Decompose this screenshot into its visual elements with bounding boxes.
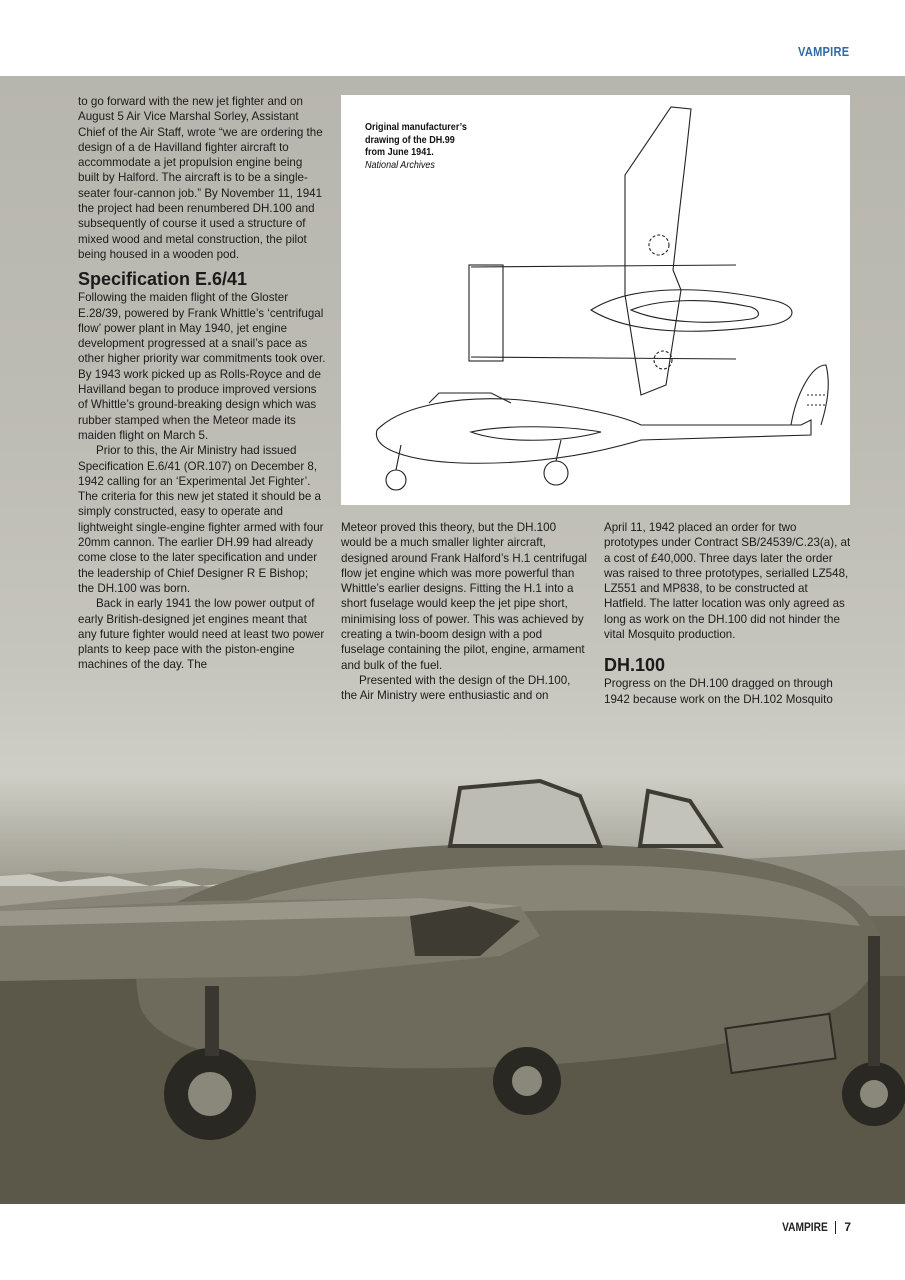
- caption-credit: National Archives: [365, 158, 435, 171]
- figure-caption: [365, 121, 485, 171]
- paragraph: Prior to this, the Air Ministry had issued Specification E.6/41 (OR.107) on December 8, 1942 calling for an ‘Experimental Jet Fighter’. The criteria for this new jet stated it should be a simply constructed, easy to operate and lightweight single-engine fighter armed with four 20mm cannon. The earlier DH.99 had already come close to the later specification and under the leadership of Chief Designer R E Bishop; the DH.100 was born.: [78, 444, 324, 595]
- footer-divider: [835, 1221, 836, 1234]
- text-column-1: [78, 94, 326, 673]
- paragraph: Back in early 1941 the low power output of early British-designed jet engines meant that any future fighter would need at least two power plants to keep pace with the piston-engine machines of the day. The: [78, 597, 325, 672]
- paragraph: to go forward with the new jet fighter and on August 5 Air Vice Marshal Sorley, Assistant Chief of the Air Staff, wrote “we are ordering the design of a de Havilland fighter aircraft to accommodate a jet propulsion engine being built by Halford. The aircraft is to be a single-seater four-cannon job.” By November 11, 1941 the project had been renumbered DH.100 and subsequently of course it used a structure of mixed wood and metal construction, the pilot being housed in a wooden pod.: [78, 95, 323, 261]
- section-heading-specification: Specification E.6/41: [78, 269, 248, 290]
- paragraph: Following the maiden flight of the Gloster E.28/39, powered by Frank Whittle’s ‘centrifugal flow’ power plant in May 1940, jet engine development progressed at a snail’s pace as other higher priority war commitments took over. By 1943 work picked up as Rolls-Royce and de Havilland began to produce improved versions of Whittle’s ground-breaking design which was rubber stamped when the Meteor made its maiden flight on March 5.: [78, 291, 326, 442]
- manufacturer-drawing-panel: [341, 95, 850, 505]
- caption-line: drawing of the DH.99: [365, 133, 455, 146]
- paragraph: Meteor proved this theory, but the DH.100 would be a much smaller lighter aircraft, designed around Frank Halford’s H.1 centrifugal flow jet engine which was more powerful than Whittle’s earlier designs. Fitting the H.1 into a short fuselage would keep the jet pipe short, minimising loss of power. This was achieved by creating a twin-boom design with a pod fuselage containing the pilot, engine, armament and bulk of the fuel.: [341, 521, 587, 672]
- caption-line: Original manufacturer’s: [365, 121, 467, 133]
- paragraph: April 11, 1942 placed an order for two prototypes under Contract SB/24539/C.23(a), at a cost of £40,000. Three days later the order was raised to three prototypes, serialled LZ548, LZ551 and MP838, to be constructed at Hatfield. The latter location was only agreed as long as work on the DH.100 did not hinder the vital Mosquito production.: [604, 521, 851, 642]
- running-header: VAMPIRE: [797, 44, 849, 59]
- text-column-2: [341, 520, 589, 704]
- paragraph: Presented with the design of the DH.100, the Air Ministry were enthusiastic and on: [341, 673, 571, 703]
- section-heading-dh100: DH.100: [604, 655, 666, 676]
- paragraph: Progress on the DH.100 dragged on through 1942 because work on the DH.102 Mosquito: [604, 677, 833, 706]
- text-column-3: [604, 520, 852, 707]
- footer-magazine-name: VAMPIRE: [781, 1220, 828, 1234]
- page-number: 7: [844, 1220, 851, 1234]
- page-footer: [774, 1220, 851, 1234]
- caption-line: from June 1941.: [365, 146, 434, 158]
